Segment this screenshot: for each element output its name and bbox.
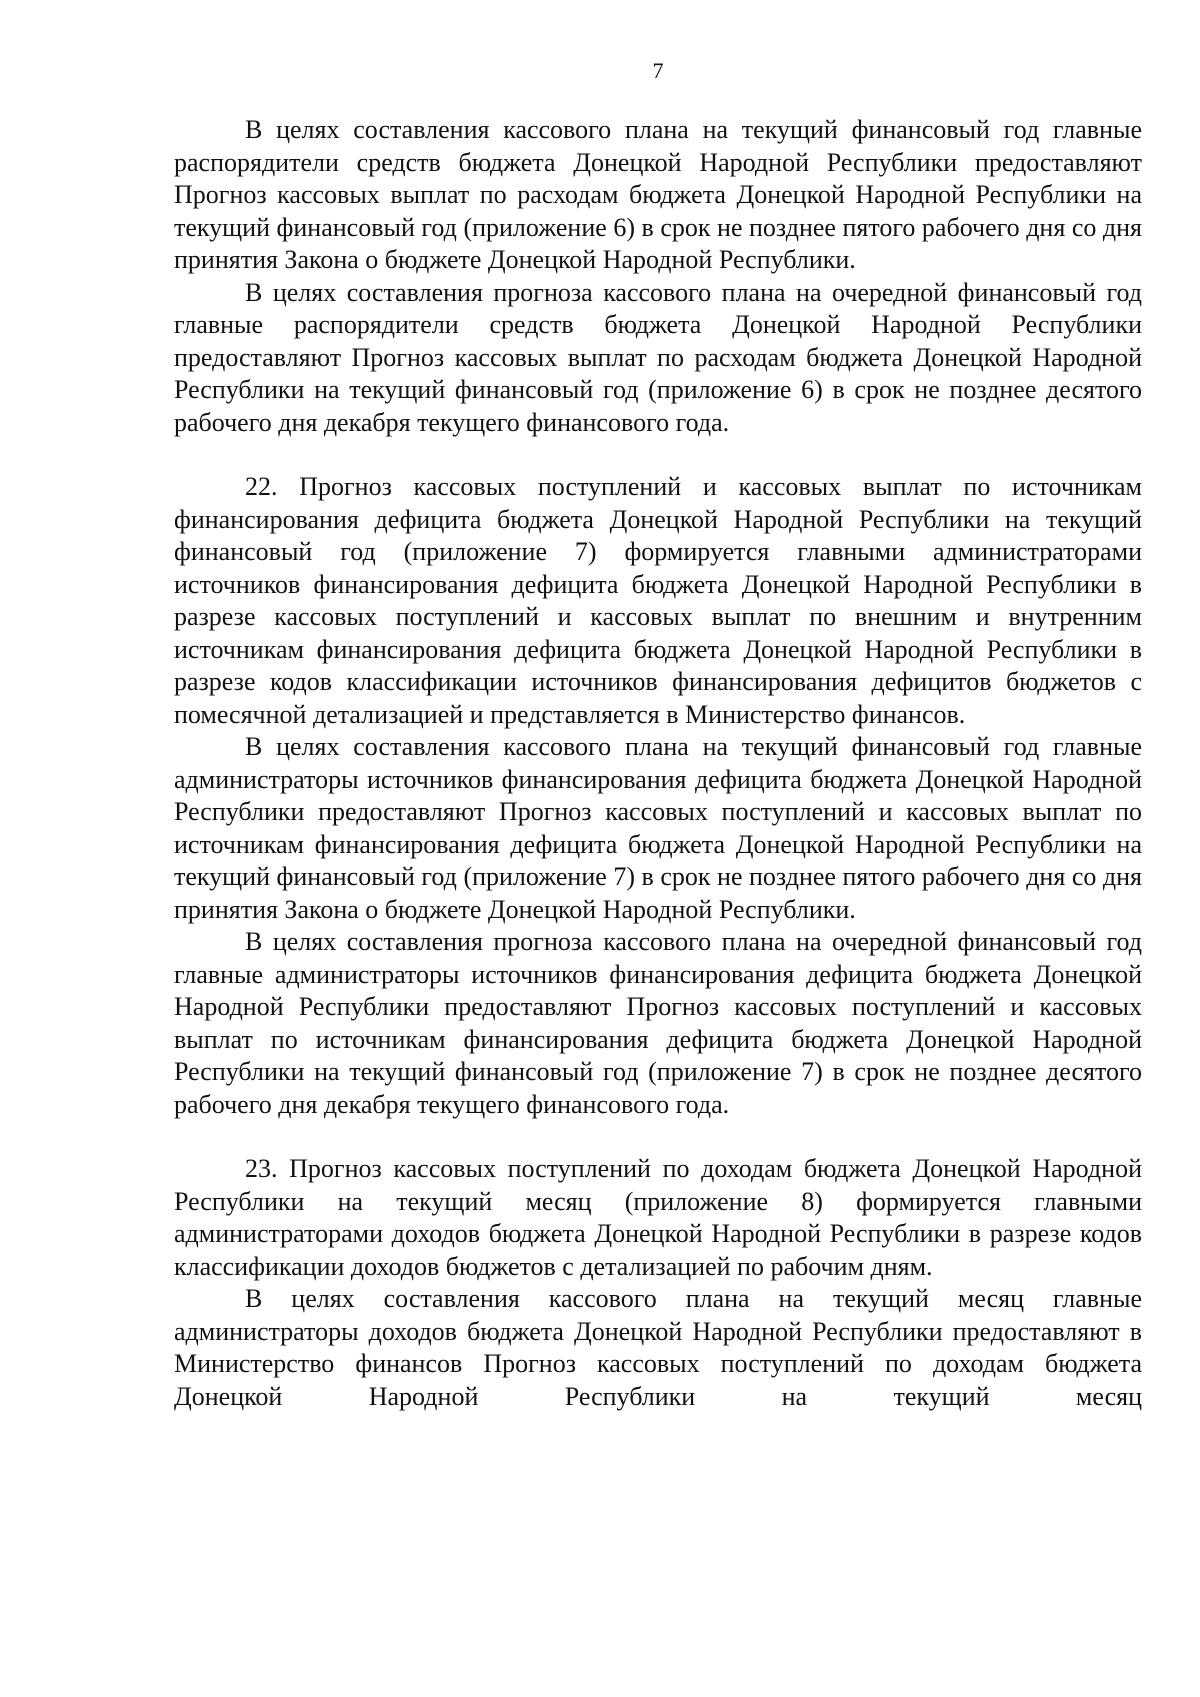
paragraph-cash-plan-next-year-sources: В целях составления прогноза кассового плана на очередной финансовый год главные администраторы источников финансирования дефицита бюджета Донецкой Народной Республики предоставляют Прогноз кассовых поступлений и кассовых выплат по источникам финансирования дефицита бюджета Донецкой Народной Республики на текущий финансовый год (приложение 7) в срок не позднее десятого рабочего дня декабря текущего финансового года. (174, 927, 1142, 1119)
page-number: 7 (652, 58, 664, 83)
paragraph-cash-plan-next-year-expenses: В целях составления прогноза кассового плана на очередной финансовый год главные распорядители средств бюджета Донецкой Народной Республики предоставляют Прогноз кассовых выплат по расходам бюджета Донецкой Народной Республики на текущий финансовый год (приложение 6) в срок не позднее десятого рабочего дня декабря текущего финансового года. (174, 277, 1142, 437)
document-body (174, 114, 1142, 1413)
paragraph-cash-plan-current-year-expenses: В целях составления кассового плана на текущий финансовый год главные распорядители средств бюджета Донецкой Народной Республики предоставляют Прогноз кассовых выплат по расходам бюджета Донецкой Народной Республики на текущий финансовый год (приложение 6) в срок не позднее пятого рабочего дня со дня принятия Закона о бюджете Донецкой Народной Республики. (174, 115, 1142, 274)
paragraph-item-22: 22. Прогноз кассовых поступлений и кассовых выплат по источникам финансирования дефицита бюджета Донецкой Народной Республики на текущий финансовый год (приложение 7) формируется главными администраторами источников финансирования дефицита бюджета Донецкой Народной Республики в разрезе кассовых поступлений и кассовых выплат по внешним и внутренним источникам финансирования дефицита бюджета Донецкой Народной Республики в разрезе кодов классификации источников финансирования дефицитов бюджетов с помесячной детализацией и представляется в Министерство финансов. (174, 472, 1142, 729)
paragraph-item-23: 23. Прогноз кассовых поступлений по доходам бюджета Донецкой Народной Республики на текущий месяц (приложение 8) формируется главными администраторами доходов бюджета Донецкой Народной Республики в разрезе кодов классификации доходов бюджетов с детализацией по рабочим дням. (174, 1154, 1142, 1281)
paragraph-cash-plan-current-month-revenue: В целях составления кассового плана на текущий месяц главные администраторы доходов бюджета Донецкой Народной Республики предоставляют в Министерство финансов Прогноз кассовых поступлений по доходам бюджета Донецкой Народной Республики на текущий месяц (174, 1284, 1142, 1411)
paragraph-cash-plan-current-year-sources: В целях составления кассового плана на текущий финансовый год главные администраторы источников финансирования дефицита бюджета Донецкой Народной Республики предоставляют Прогноз кассовых поступлений и кассовых выплат по источникам финансирования дефицита бюджета Донецкой Народной Республики на текущий финансовый год (приложение 7) в срок не позднее пятого рабочего дня со дня принятия Закона о бюджете Донецкой Народной Республики. (174, 732, 1142, 924)
